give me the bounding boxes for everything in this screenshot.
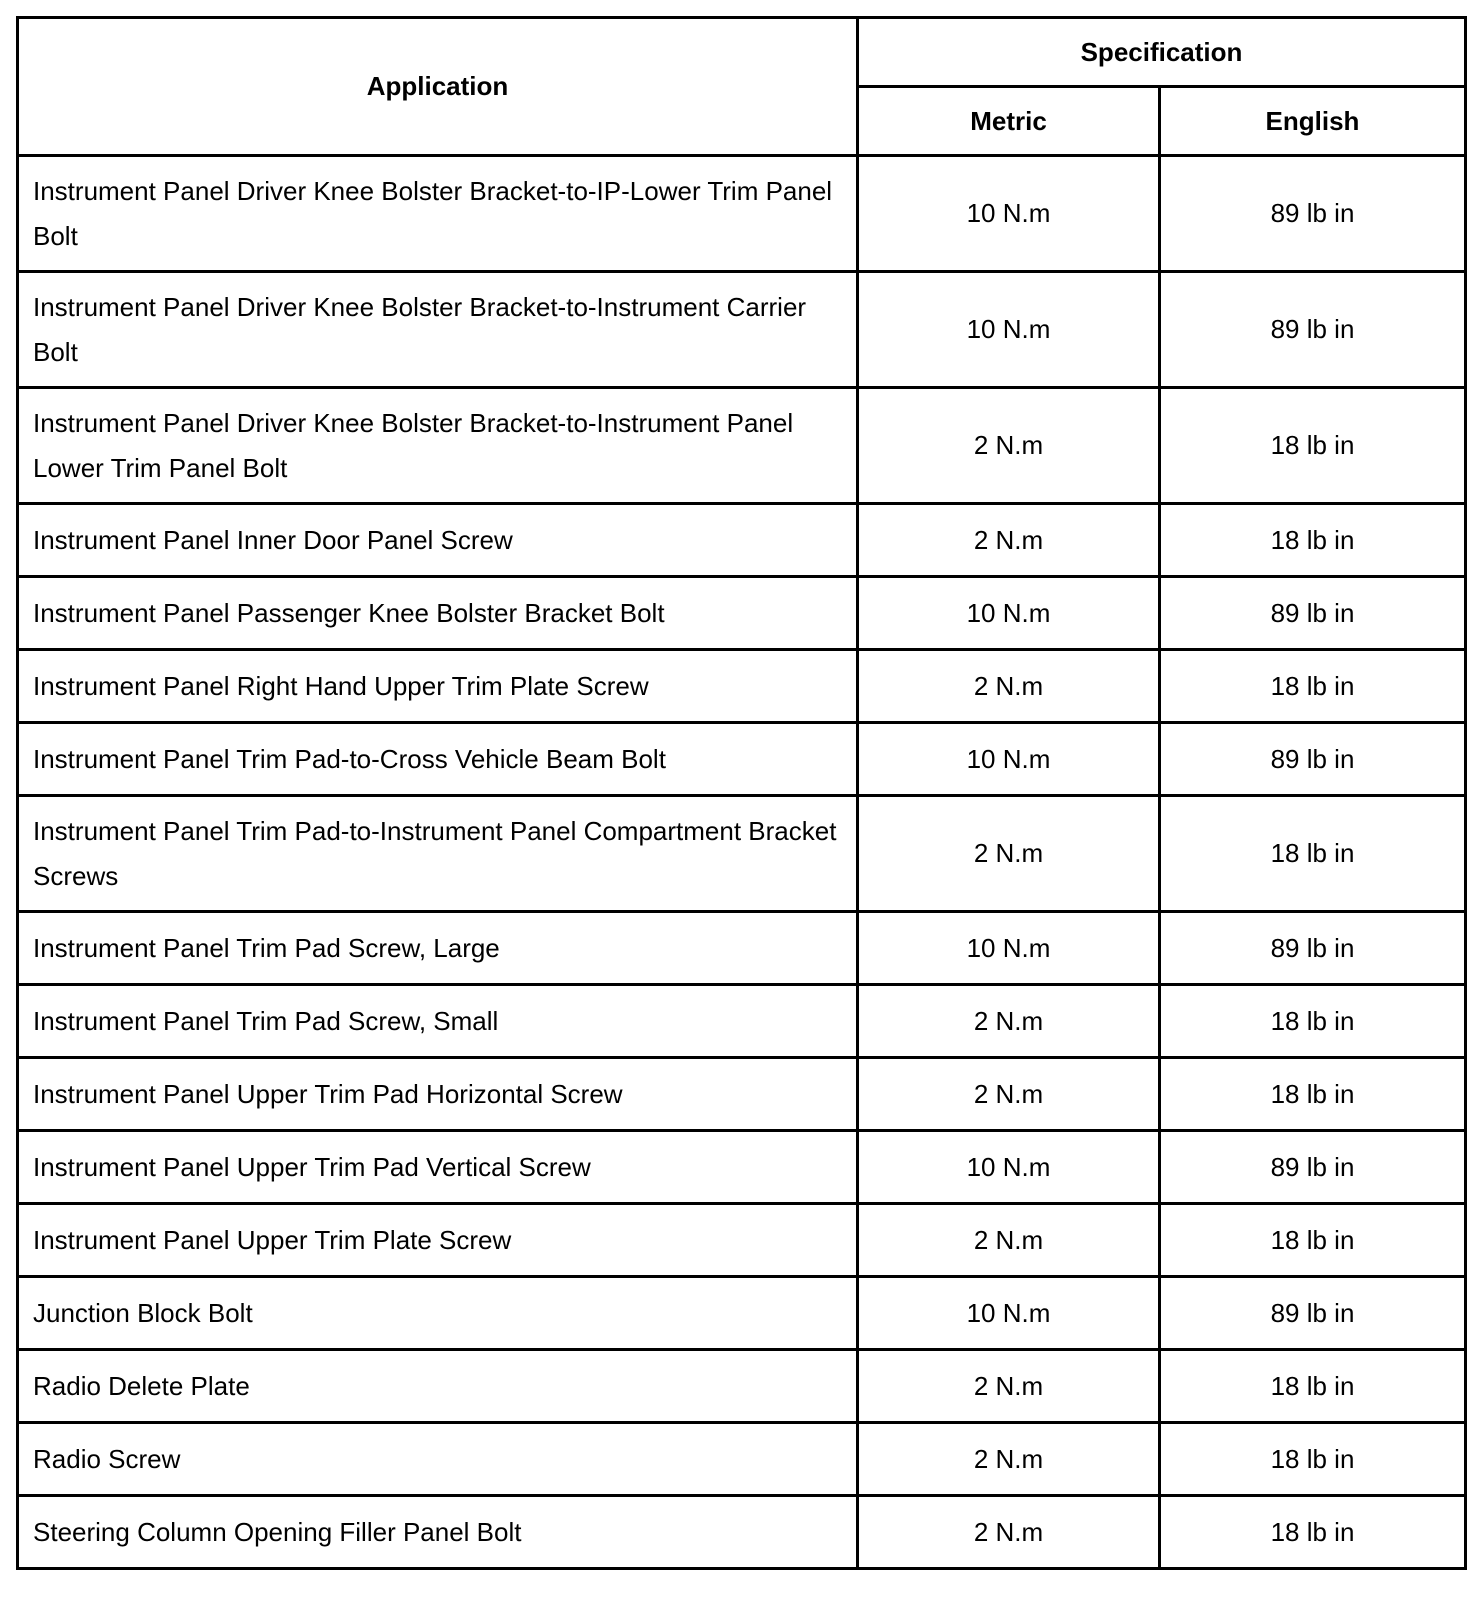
english-cell: 18 lb in bbox=[1160, 985, 1466, 1058]
english-cell: 89 lb in bbox=[1160, 723, 1466, 796]
specification-header: Specification bbox=[858, 18, 1466, 87]
table-row bbox=[18, 577, 1466, 650]
table-row bbox=[18, 1131, 1466, 1204]
metric-cell: 10 N.m bbox=[858, 723, 1160, 796]
metric-cell: 2 N.m bbox=[858, 1058, 1160, 1131]
application-cell: Instrument Panel Upper Trim Pad Vertical Screw bbox=[18, 1131, 858, 1204]
english-cell: 18 lb in bbox=[1160, 504, 1466, 577]
application-cell: Instrument Panel Driver Knee Bolster Bracket-to-Instrument Carrier Bolt bbox=[18, 272, 858, 388]
metric-cell: 2 N.m bbox=[858, 504, 1160, 577]
metric-cell: 10 N.m bbox=[858, 1277, 1160, 1350]
table-row bbox=[18, 912, 1466, 985]
table-row bbox=[18, 272, 1466, 388]
metric-cell: 10 N.m bbox=[858, 1131, 1160, 1204]
metric-cell: 2 N.m bbox=[858, 1204, 1160, 1277]
metric-cell: 2 N.m bbox=[858, 650, 1160, 723]
metric-cell: 10 N.m bbox=[858, 912, 1160, 985]
english-cell: 18 lb in bbox=[1160, 650, 1466, 723]
application-cell: Instrument Panel Inner Door Panel Screw bbox=[18, 504, 858, 577]
english-cell: 18 lb in bbox=[1160, 388, 1466, 504]
table-row bbox=[18, 796, 1466, 912]
english-cell: 89 lb in bbox=[1160, 272, 1466, 388]
english-cell: 18 lb in bbox=[1160, 1058, 1466, 1131]
application-cell: Instrument Panel Right Hand Upper Trim Plate Screw bbox=[18, 650, 858, 723]
application-cell: Instrument Panel Passenger Knee Bolster Bracket Bolt bbox=[18, 577, 858, 650]
metric-header: Metric bbox=[858, 87, 1160, 156]
application-cell: Instrument Panel Trim Pad-to-Cross Vehicle Beam Bolt bbox=[18, 723, 858, 796]
application-header: Application bbox=[18, 18, 858, 156]
application-cell: Instrument Panel Trim Pad Screw, Large bbox=[18, 912, 858, 985]
english-cell: 89 lb in bbox=[1160, 1277, 1466, 1350]
header-row-top bbox=[18, 18, 1466, 87]
english-cell: 18 lb in bbox=[1160, 796, 1466, 912]
application-cell: Instrument Panel Upper Trim Pad Horizontal Screw bbox=[18, 1058, 858, 1131]
english-cell: 89 lb in bbox=[1160, 912, 1466, 985]
table-row bbox=[18, 723, 1466, 796]
metric-cell: 2 N.m bbox=[858, 985, 1160, 1058]
table-row bbox=[18, 985, 1466, 1058]
metric-cell: 2 N.m bbox=[858, 1350, 1160, 1423]
metric-cell: 2 N.m bbox=[858, 796, 1160, 912]
application-cell: Instrument Panel Driver Knee Bolster Bracket-to-Instrument Panel Lower Trim Panel Bolt bbox=[18, 388, 858, 504]
english-cell: 18 lb in bbox=[1160, 1496, 1466, 1569]
application-cell: Radio Screw bbox=[18, 1423, 858, 1496]
english-header: English bbox=[1160, 87, 1466, 156]
application-cell: Radio Delete Plate bbox=[18, 1350, 858, 1423]
metric-cell: 2 N.m bbox=[858, 388, 1160, 504]
metric-cell: 2 N.m bbox=[858, 1496, 1160, 1569]
table-header bbox=[18, 18, 1466, 156]
table-row bbox=[18, 1204, 1466, 1277]
english-cell: 18 lb in bbox=[1160, 1204, 1466, 1277]
metric-cell: 10 N.m bbox=[858, 156, 1160, 272]
table-row bbox=[18, 388, 1466, 504]
table-row bbox=[18, 1350, 1466, 1423]
fastener-spec-table bbox=[16, 16, 1467, 1570]
table-row bbox=[18, 1496, 1466, 1569]
english-cell: 89 lb in bbox=[1160, 577, 1466, 650]
table-row bbox=[18, 1423, 1466, 1496]
english-cell: 18 lb in bbox=[1160, 1423, 1466, 1496]
table-row bbox=[18, 156, 1466, 272]
metric-cell: 10 N.m bbox=[858, 272, 1160, 388]
application-cell: Instrument Panel Trim Pad Screw, Small bbox=[18, 985, 858, 1058]
table-row bbox=[18, 1277, 1466, 1350]
english-cell: 18 lb in bbox=[1160, 1350, 1466, 1423]
application-cell: Instrument Panel Trim Pad-to-Instrument Panel Compartment Bracket Screws bbox=[18, 796, 858, 912]
english-cell: 89 lb in bbox=[1160, 1131, 1466, 1204]
application-cell: Junction Block Bolt bbox=[18, 1277, 858, 1350]
application-cell: Instrument Panel Upper Trim Plate Screw bbox=[18, 1204, 858, 1277]
english-cell: 89 lb in bbox=[1160, 156, 1466, 272]
table-row bbox=[18, 650, 1466, 723]
application-cell: Steering Column Opening Filler Panel Bolt bbox=[18, 1496, 858, 1569]
metric-cell: 10 N.m bbox=[858, 577, 1160, 650]
table-body bbox=[18, 156, 1466, 1569]
table-row bbox=[18, 1058, 1466, 1131]
application-cell: Instrument Panel Driver Knee Bolster Bracket-to-IP-Lower Trim Panel Bolt bbox=[18, 156, 858, 272]
table-row bbox=[18, 504, 1466, 577]
metric-cell: 2 N.m bbox=[858, 1423, 1160, 1496]
